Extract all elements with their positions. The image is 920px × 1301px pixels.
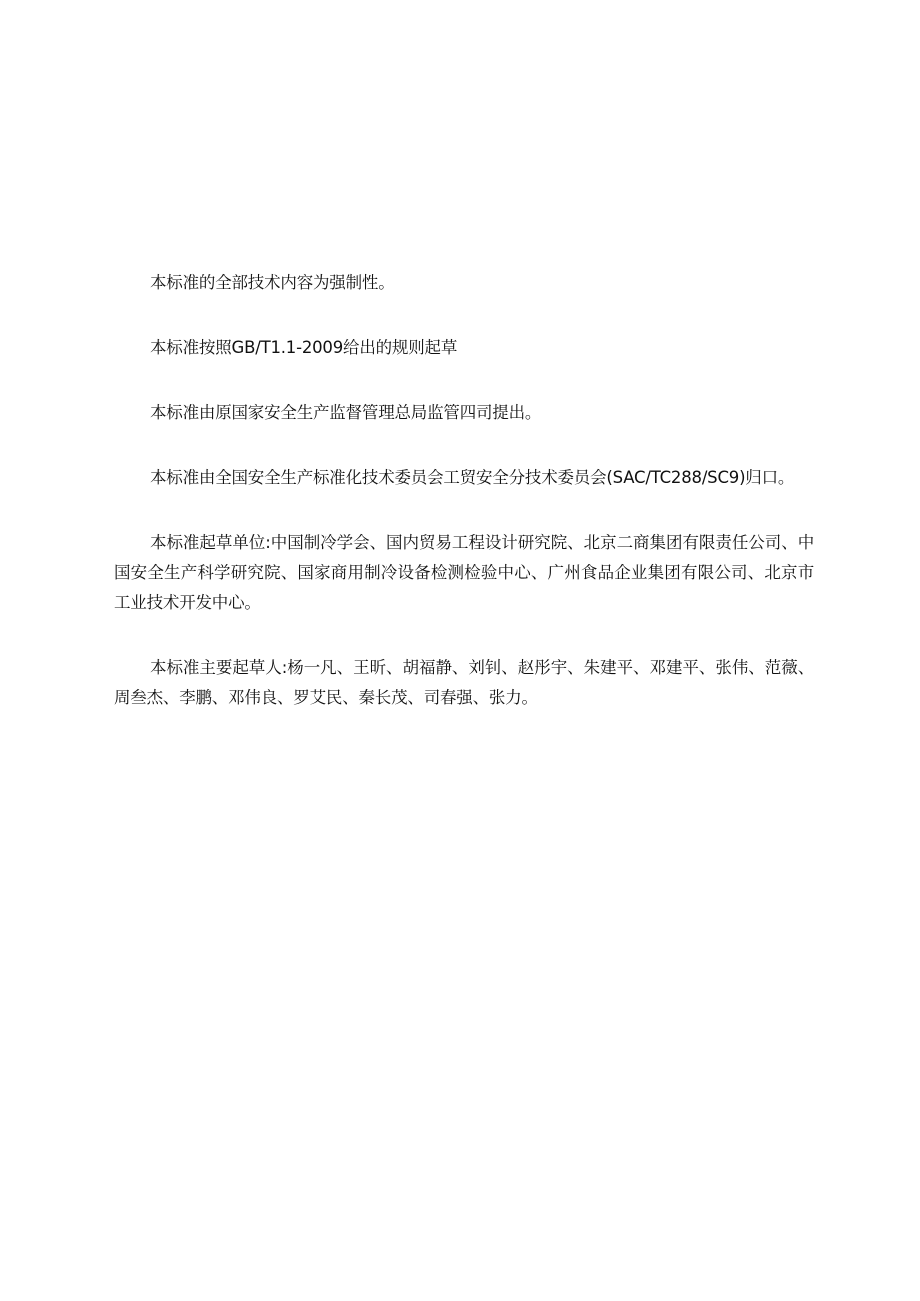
paragraph-mandatory-content: 本标准的全部技术内容为强制性。	[150, 273, 395, 292]
paragraph-drafting-rules: 本标准按照GB/T1.1-2009给出的规则起草	[150, 338, 458, 357]
paragraph-main-drafters: 本标准主要起草人:杨一凡、王昕、胡福静、刘钊、赵彤宇、朱建平、邓建平、张伟、范薇、周叁杰、李鹏、邓伟良、罗艾民、秦长茂、司春强、张力。	[114, 658, 814, 707]
paragraph-proposed-by: 本标准由原国家安全生产监督管理总局监管四司提出。	[150, 403, 542, 422]
paragraph-drafting-organizations: 本标准起草单位:中国制冷学会、国内贸易工程设计研究院、北京二商集团有限责任公司、中国安全生产科学研究院、国家商用制冷设备检测检验中心、广州食品企业集团有限公司、北京市工业技术开发中心。	[114, 533, 814, 612]
foreword-body	[114, 268, 814, 713]
paragraph-administered-by: 本标准由全国安全生产标准化技术委员会工贸安全分技术委员会(SAC/TC288/SC9)归口。	[150, 468, 795, 487]
